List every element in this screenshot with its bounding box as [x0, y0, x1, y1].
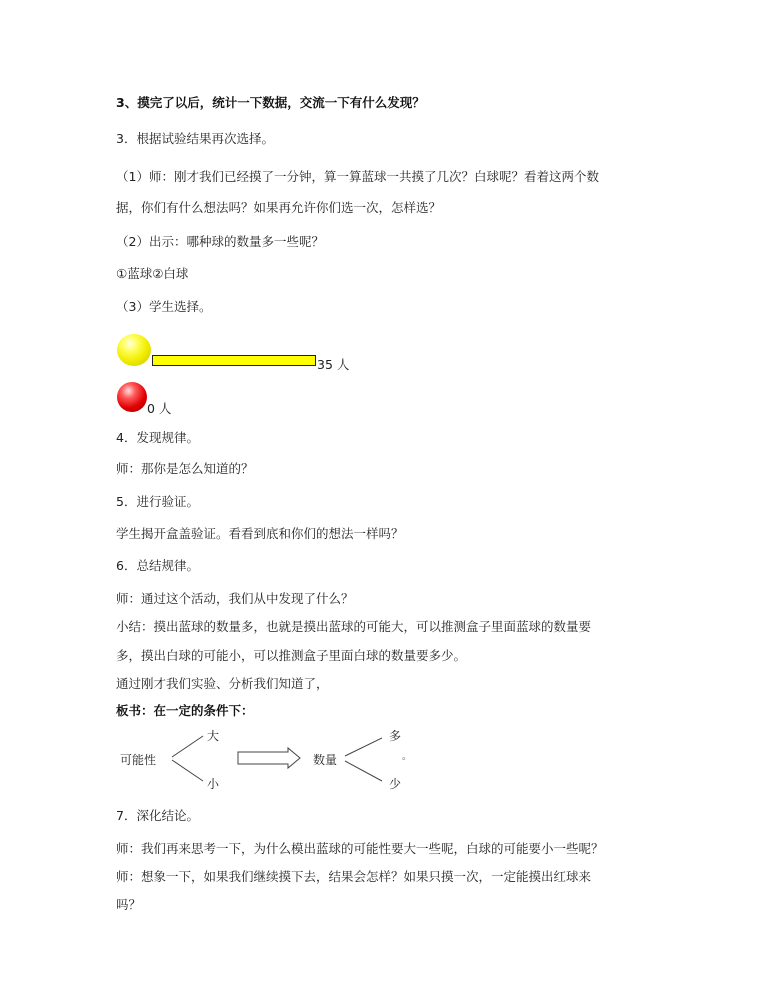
section-4-line: 师：那你是怎么知道的？: [116, 461, 254, 476]
section-4-title: 4．发现规律。: [116, 430, 199, 445]
section-3-paragraph-2: （2）出示：哪种球的数量多一些呢？: [116, 234, 324, 249]
board-small-label: 小: [207, 777, 220, 791]
board-title: 板书：在一定的条件下：: [116, 703, 254, 718]
section-3-paragraph-1-line-1: （1）师：刚才我们已经摸了一分钟，算一算蓝球一共摸了几次？白球呢？看着这两个数: [116, 169, 599, 184]
board-possibility-label: 可能性: [120, 753, 157, 767]
board-few-label: 少: [389, 777, 402, 791]
section-7-title: 7．深化结论。: [116, 808, 199, 823]
section-7-line-2: 师：想象一下，如果我们继续摸下去，结果会怎样？如果只摸一次，一定能摸出红球来: [116, 869, 592, 884]
section-5-line: 学生揭开盒盖验证。看看到底和你们的想法一样吗？: [116, 526, 404, 541]
section-6-line: 师：通过这个活动，我们从中发现了什么？: [116, 591, 354, 606]
section-3-options: ①蓝球②白球: [116, 266, 189, 281]
section-6-title: 6．总结规律。: [116, 558, 199, 573]
board-dot: 。: [402, 752, 412, 762]
yellow-ball-count-label: 35 人: [317, 357, 350, 372]
red-ball-count-label: 0 人: [147, 401, 172, 416]
heading-3: 3、摸完了以后，统计一下数据，交流一下有什么发现？: [116, 95, 425, 110]
section-6-summary-line-2: 多，摸出白球的可能小，可以推测盒子里面白球的数量要多少。: [116, 648, 467, 663]
section-3-paragraph-1-line-2: 据，你们有什么想法吗？如果再允许你们选一次，怎样选？: [116, 200, 442, 215]
board-many-label: 多: [389, 729, 402, 743]
section-6-after: 通过刚才我们实验、分析我们知道了，: [116, 676, 329, 691]
section-6-summary-line-1: 小结：摸出蓝球的数量多，也就是摸出蓝球的可能大，可以推测盒子里面蓝球的数量要: [116, 619, 592, 634]
section-5-title: 5．进行验证。: [116, 494, 199, 509]
section-7-line-2-continued: 吗？: [116, 897, 142, 912]
arrow-right-icon: [238, 748, 300, 768]
board-quantity-label: 数量: [313, 753, 338, 767]
section-3-title: 3．根据试验结果再次选择。: [116, 131, 274, 146]
section-7-line-1: 师：我们再来思考一下，为什么模出蓝球的可能性要大一些呢，白球的可能要小一些呢？: [116, 841, 604, 856]
board-big-label: 大: [207, 729, 220, 743]
section-3-paragraph-3: （3）学生选择。: [116, 299, 212, 314]
